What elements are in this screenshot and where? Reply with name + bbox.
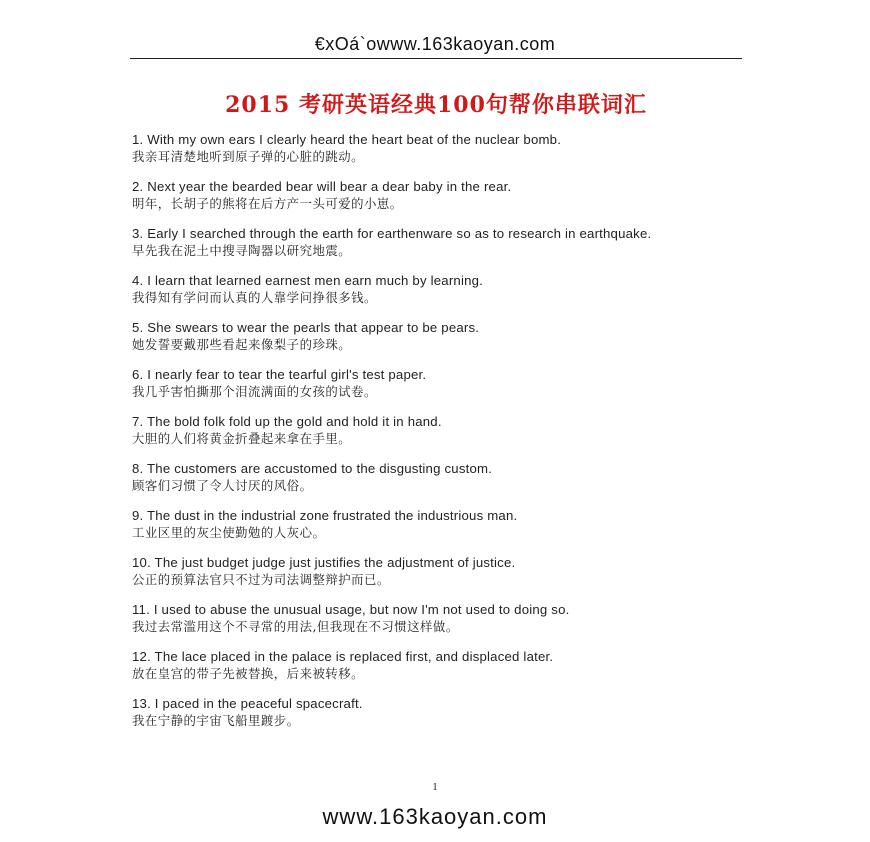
english-sentence: 3. Early I searched through the earth for earthenware so as to research in earthquake. <box>132 226 652 241</box>
list-item <box>132 320 740 353</box>
sentence-list <box>132 132 740 743</box>
list-item <box>132 696 740 729</box>
chinese-translation: 公正的预算法官只不过为司法调整辩护而已。 <box>132 572 390 587</box>
english-sentence: 8. The customers are accustomed to the disgusting custom. <box>132 461 493 476</box>
chinese-translation: 我过去常滥用这个不寻常的用法,但我现在不习惯这样做。 <box>132 619 459 634</box>
page-footer: www.163kaoyan.com <box>322 804 548 829</box>
page-header: €xOá`owww.163kaoyan.com <box>314 34 556 54</box>
english-sentence: 5. She swears to wear the pearls that appear to be pears. <box>132 320 480 335</box>
chinese-translation: 我得知有学问而认真的人靠学问挣很多钱。 <box>132 290 377 305</box>
chinese-translation: 我亲耳清楚地听到原子弹的心脏的跳动。 <box>132 149 365 164</box>
list-item <box>132 226 740 259</box>
english-sentence: 1. With my own ears I clearly heard the heart beat of the nuclear bomb. <box>132 132 562 147</box>
list-item <box>132 649 740 682</box>
list-item <box>132 508 740 541</box>
chinese-translation: 我在宁静的宇宙飞船里踱步。 <box>132 713 300 728</box>
english-sentence: 4. I learn that learned earnest men earn much by learning. <box>132 273 484 288</box>
list-item <box>132 602 740 635</box>
chinese-translation: 大胆的人们将黄金折叠起来拿在手里。 <box>132 431 352 446</box>
list-item <box>132 132 740 165</box>
english-sentence: 9. The dust in the industrial zone frustrated the industrious man. <box>132 508 518 523</box>
list-item <box>132 367 740 400</box>
english-sentence: 12. The lace placed in the palace is replaced first, and displaced later. <box>132 649 554 664</box>
english-sentence: 6. I nearly fear to tear the tearful girl's test paper. <box>132 367 427 382</box>
chinese-translation: 放在皇宫的带子先被替换，后来被转移。 <box>132 666 365 681</box>
list-item <box>132 273 740 306</box>
chinese-translation: 早先我在泥土中搜寻陶器以研究地震。 <box>132 243 352 258</box>
list-item <box>132 179 740 212</box>
english-sentence: 7. The bold folk fold up the gold and hold it in hand. <box>132 414 442 429</box>
chinese-translation: 工业区里的灰尘使勤勉的人灰心。 <box>132 525 326 540</box>
english-sentence: 2. Next year the bearded bear will bear a dear baby in the rear. <box>132 179 512 194</box>
chinese-translation: 明年，长胡子的熊将在后方产一头可爱的小崽。 <box>132 196 403 211</box>
chinese-translation: 顾客们习惯了令人讨厌的风俗。 <box>132 478 313 493</box>
page-number: 1 <box>432 781 438 793</box>
chinese-translation: 我几乎害怕撕那个泪流满面的女孩的试卷。 <box>132 384 377 399</box>
english-sentence: 11. I used to abuse the unusual usage, but now I'm not used to doing so. <box>132 602 570 617</box>
document-title: 2015 考研英语经典100句帮你串联词汇 <box>225 92 647 118</box>
header-divider <box>130 58 742 59</box>
chinese-translation: 她发誓要戴那些看起来像梨子的珍珠。 <box>132 337 352 352</box>
list-item <box>132 555 740 588</box>
list-item <box>132 414 740 447</box>
list-item <box>132 461 740 494</box>
english-sentence: 10. The just budget judge just justifies the adjustment of justice. <box>132 555 516 570</box>
english-sentence: 13. I paced in the peaceful spacecraft. <box>132 696 363 711</box>
